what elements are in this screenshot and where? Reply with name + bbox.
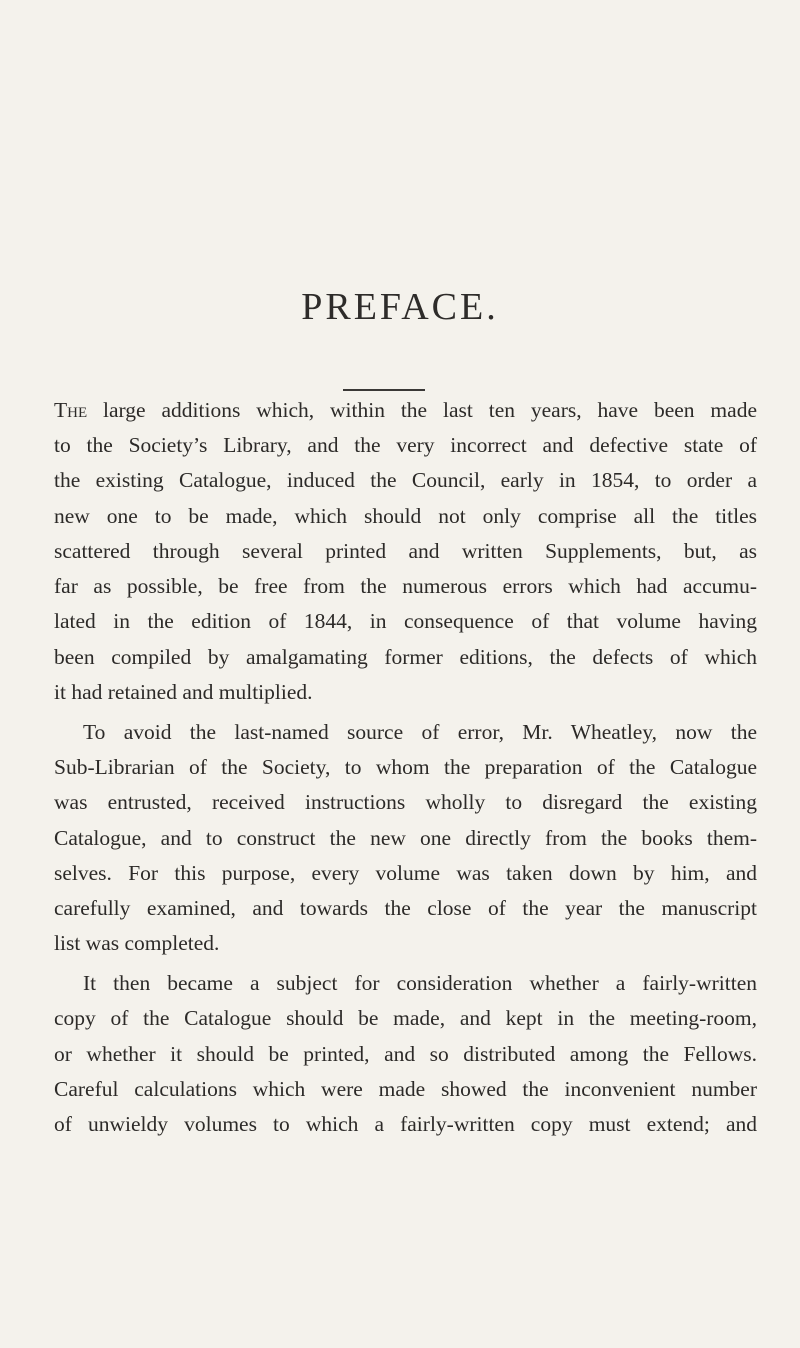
paragraph-2-line-4: Catalogue, and to construct the new one directly from the books them-: [54, 826, 757, 850]
paragraph-3-line-2: copy of the Catalogue should be made, and kept in the meeting-room,: [54, 1006, 757, 1030]
paragraph-1-line-1: The large additions which, within the last ten years, have been made: [54, 398, 757, 422]
paragraph-1-line-5: scattered through several printed and written Supplements, but, as: [54, 539, 757, 563]
paragraph-1-line-7: lated in the edition of 1844, in consequence of that volume having: [54, 609, 757, 633]
paragraph-1-line-8: been compiled by amalgamating former editions, the defects of which: [54, 645, 757, 669]
paragraph-2-line-2: Sub-Librarian of the Society, to whom the preparation of the Catalogue: [54, 755, 757, 779]
opening-word: The: [54, 398, 88, 422]
page-title: PREFACE.: [301, 286, 499, 328]
paragraph-3-line-3: or whether it should be printed, and so distributed among the Fellows.: [54, 1042, 757, 1066]
paragraph-2-line-3: was entrusted, received instructions wholly to disregard the existing: [54, 790, 757, 814]
paragraph-1-line-9: it had retained and multiplied.: [54, 680, 313, 704]
paragraph-3-line-4: Careful calculations which were made showed the inconvenient number: [54, 1077, 757, 1101]
paragraph-3-line-5: of unwieldy volumes to which a fairly-written copy must extend; and: [54, 1112, 757, 1136]
title-rule: [343, 389, 425, 391]
paragraph-1-line-2: to the Society’s Library, and the very incorrect and defective state of: [54, 433, 757, 457]
paragraph-1-line-6: far as possible, be free from the numerous errors which had accumu-: [54, 574, 757, 598]
paragraph-3-line-1: It then became a subject for consideration whether a fairly-written: [83, 971, 757, 995]
paragraph-2-line-6: carefully examined, and towards the close of the year the manuscript: [54, 896, 757, 920]
paragraph-1-line-3: the existing Catalogue, induced the Council, early in 1854, to order a: [54, 468, 757, 492]
paragraph-1-line-4: new one to be made, which should not only comprise all the titles: [54, 504, 757, 528]
paragraph-2-line-1: To avoid the last-named source of error, Mr. Wheatley, now the: [83, 720, 757, 744]
paragraph-2-line-7: list was completed.: [54, 931, 220, 955]
paragraph-2-line-5: selves. For this purpose, every volume was taken down by him, and: [54, 861, 757, 885]
